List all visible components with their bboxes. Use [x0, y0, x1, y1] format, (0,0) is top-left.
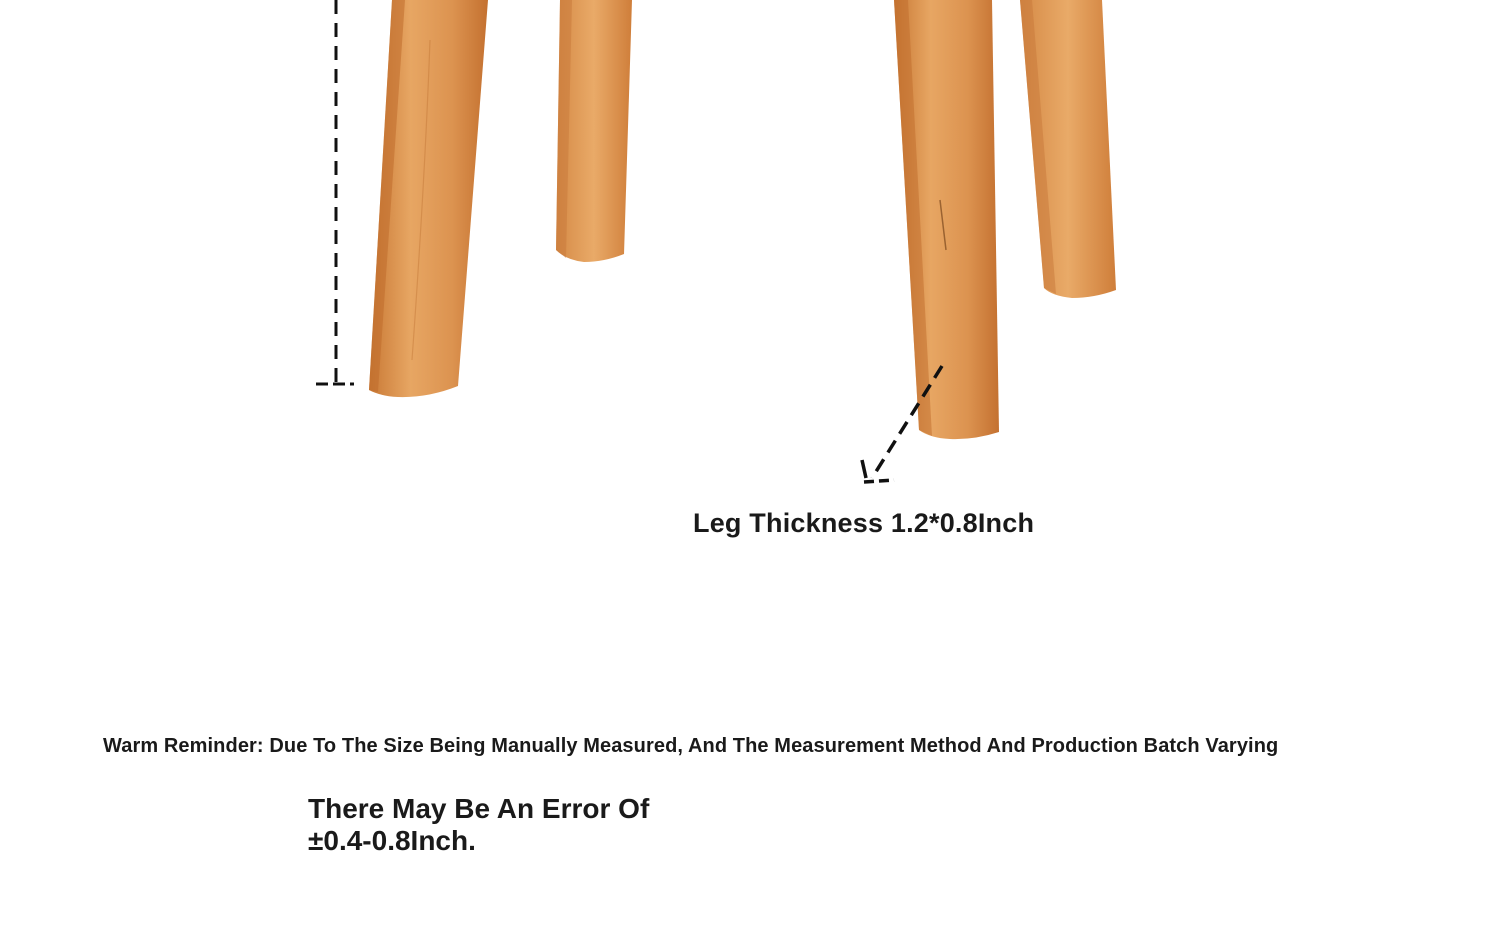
error-note-line-2: ±0.4-0.8Inch. — [308, 825, 476, 856]
back-right-leg — [1020, 0, 1116, 298]
error-margin-note — [308, 793, 728, 857]
error-note-line-1: There May Be An Error Of — [308, 793, 650, 824]
warm-reminder-note: Warm Reminder: Due To The Size Being Manually Measured, And The Measurement Method And Production Batch Varying — [103, 735, 1279, 757]
height-dimension-line — [316, 0, 354, 384]
front-right-leg — [894, 0, 999, 439]
leg-thickness-label: Leg Thickness 1.2*0.8Inch — [693, 508, 1035, 538]
front-left-leg — [369, 0, 488, 397]
back-left-leg — [556, 0, 632, 262]
